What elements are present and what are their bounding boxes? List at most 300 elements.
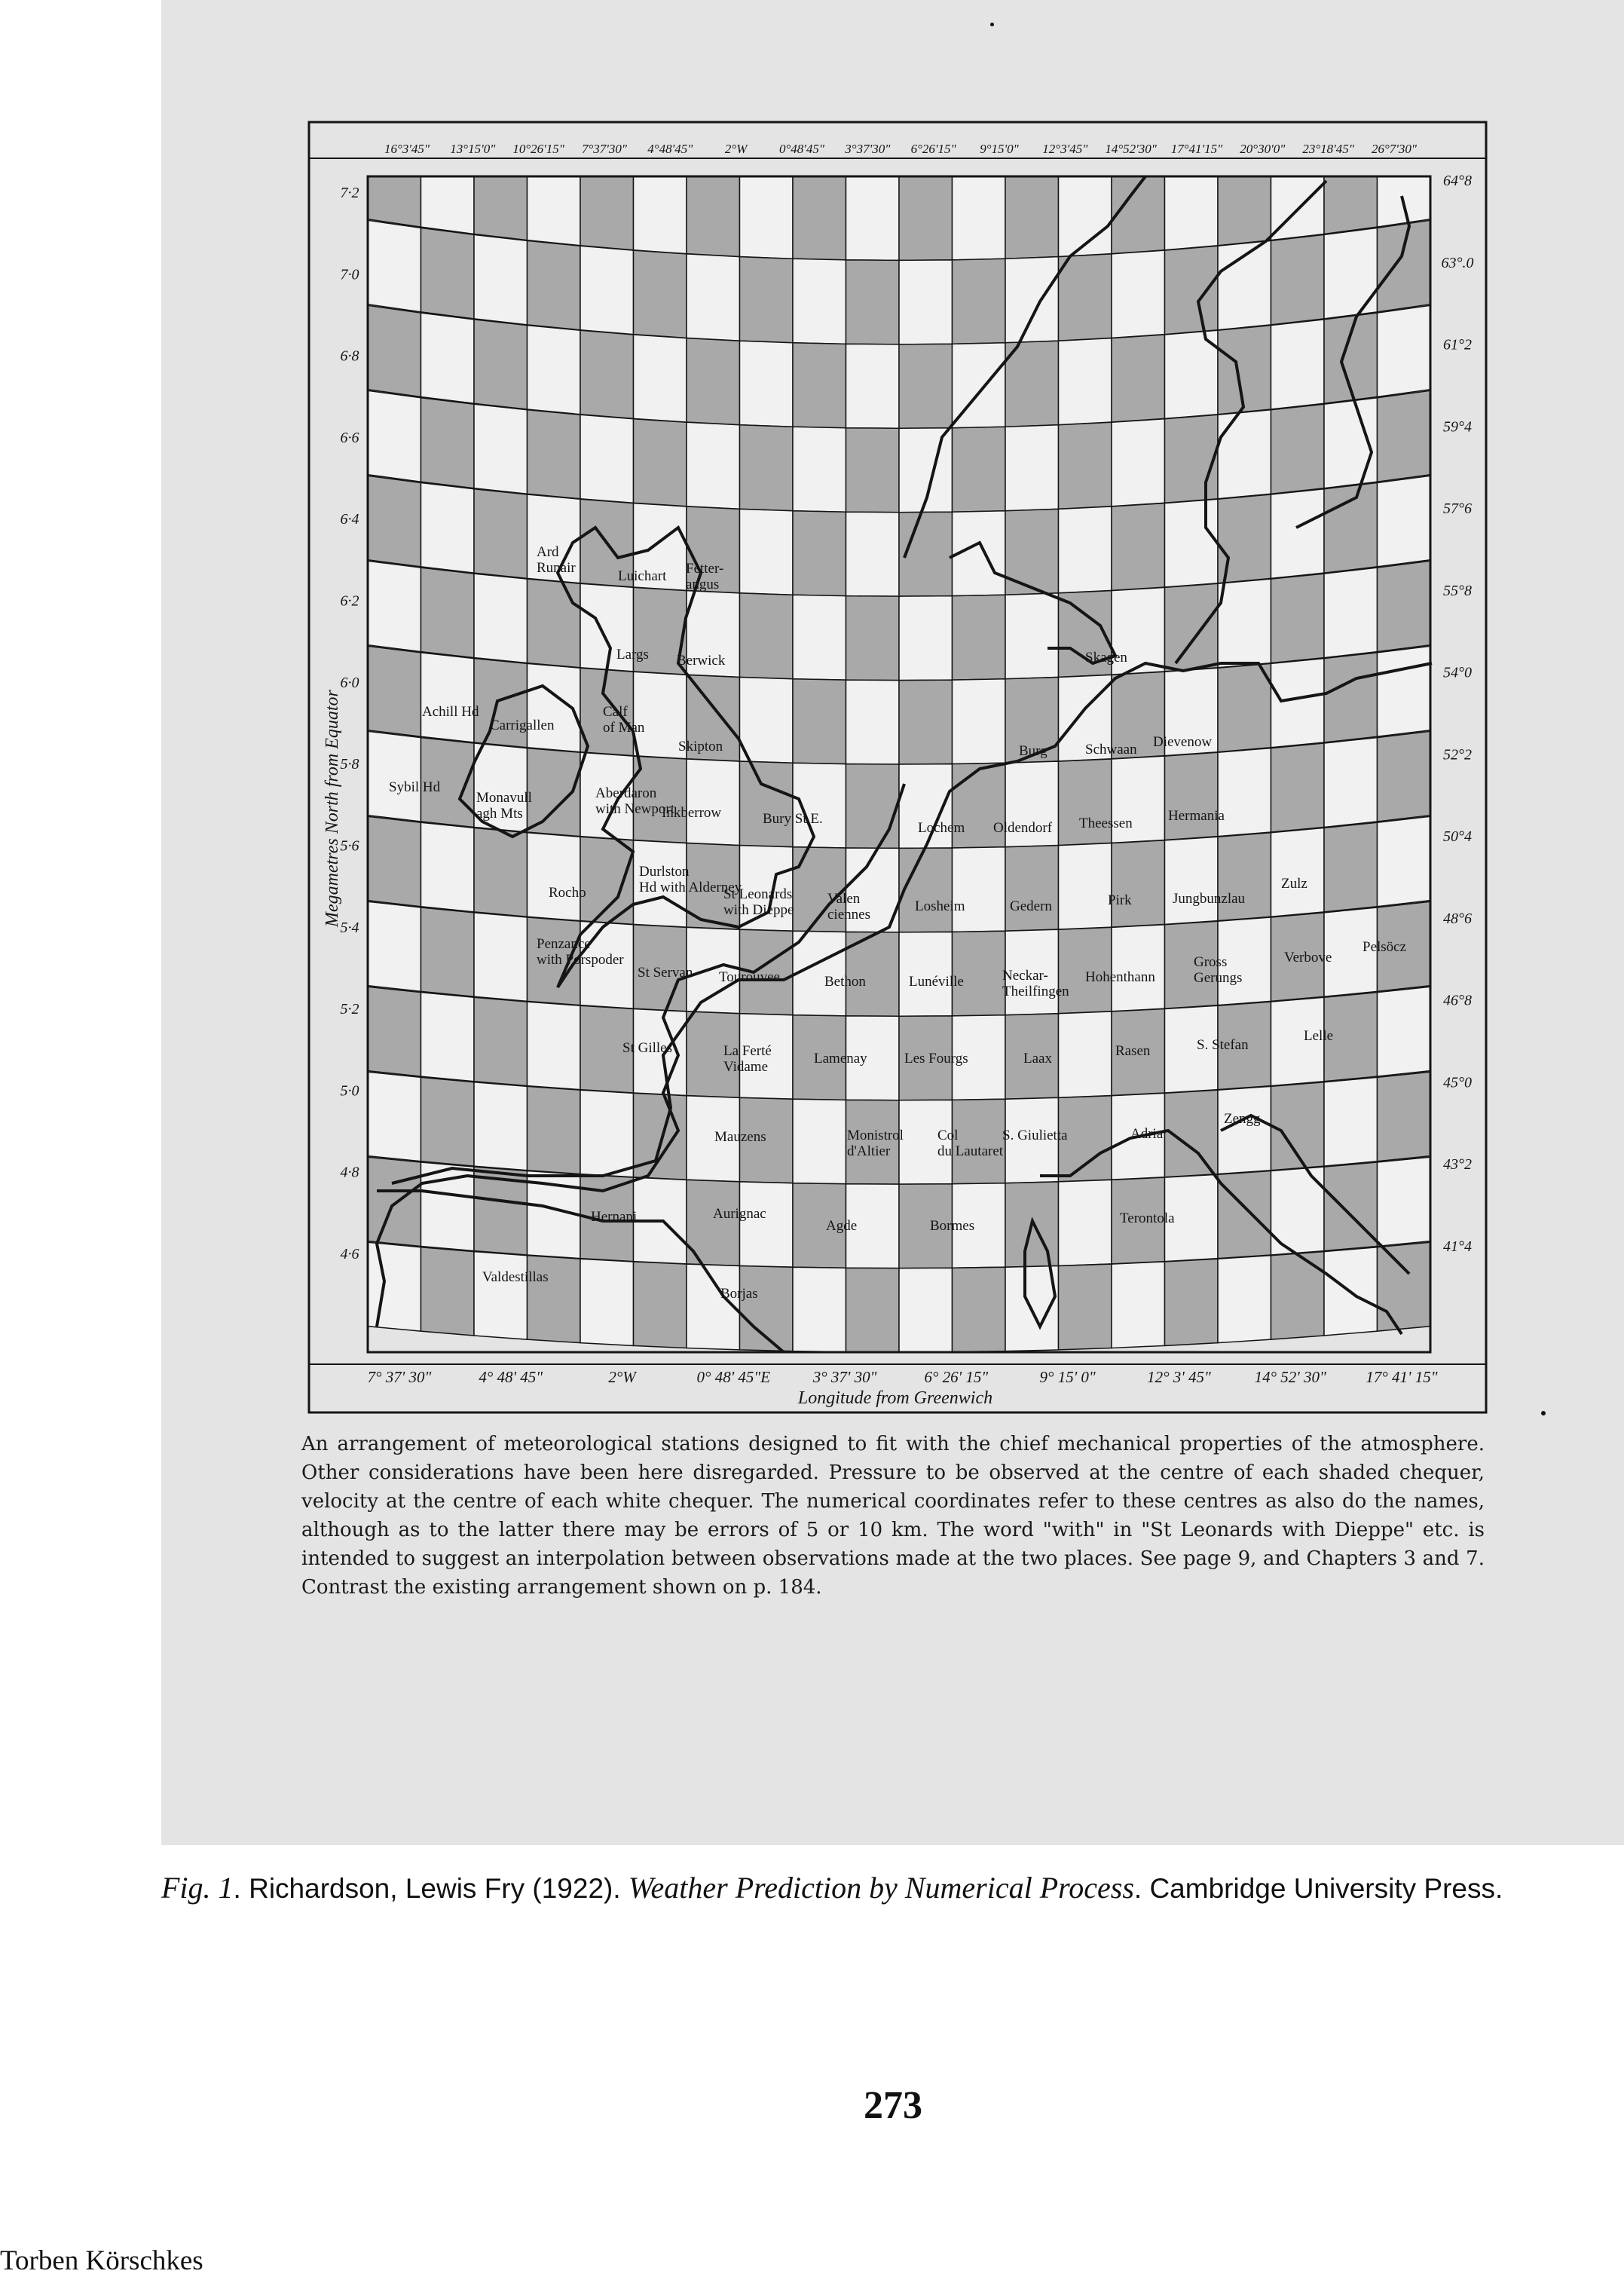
chequer-cell	[474, 404, 528, 494]
station-label: S. Giulietta	[1002, 1128, 1068, 1143]
chequer-cell	[1378, 1242, 1431, 1331]
left-megametre-tick: 5·6	[340, 837, 359, 855]
chequer-cell	[1324, 653, 1378, 742]
station-label: Aberdaron	[595, 785, 657, 801]
bottom-longitude-tick: 3° 37' 30"	[812, 1368, 877, 1386]
chequer-cell	[368, 987, 421, 1076]
station-label: Jungbunzlau	[1173, 891, 1246, 907]
chequer-cell	[1271, 489, 1325, 579]
chequer-cell	[740, 176, 794, 259]
station-label-sub: agh Mts	[476, 806, 523, 822]
bottom-longitude-tick: 7° 37' 30"	[367, 1368, 432, 1386]
station-label: Losheim	[915, 898, 965, 914]
chequer-cell	[740, 677, 794, 763]
bottom-longitude-tick: 4° 48' 45"	[479, 1368, 543, 1386]
left-megametre-ticks	[341, 185, 359, 1262]
station-label: Theessen	[1079, 816, 1133, 831]
chequer-cell	[368, 476, 421, 567]
chequer-cell	[1378, 731, 1431, 822]
station-label: Dievenow	[1153, 734, 1213, 750]
right-latitude-tick: 57°6	[1443, 500, 1472, 518]
bottom-longitude-ticks	[368, 1368, 1438, 1386]
chequer-cell	[687, 254, 740, 341]
chequer-cell	[953, 259, 1006, 344]
chequer-cell	[899, 176, 953, 260]
chequer-cell	[687, 422, 740, 509]
chequer-cell	[793, 511, 846, 596]
chequer-cell	[1271, 404, 1325, 494]
chequer-cell	[580, 415, 634, 503]
station-label: Berwick	[677, 653, 726, 669]
chequer-cell	[474, 828, 528, 917]
station-label: Tourouvee	[719, 969, 780, 985]
chequer-cell	[1378, 390, 1431, 482]
chequer-cell	[580, 330, 634, 418]
station-label: Zengg	[1224, 1111, 1261, 1127]
figure-caption: An arrangement of meteorological stations designed to fit with the chief mechanical properties of the atmosphere. Other considerations have been here disregarded. Pressure to be observed at the centre of each shaded chequer, velocity at the centre of each white chequer. The numerical coordinates refer to these centres as also do the names, although as to the latter there may be errors of 5 or 10 km. The word "with" in "St Leonards with Dieppe" etc. is intended to suggest an interpolation between observations made at the two places. See page 9, and Chapters 3 and 7. Contrast the existing arrangement shown on p. 184.	[301, 1433, 1485, 1599]
chequer-cell	[687, 1264, 740, 1350]
chequer-cell	[528, 1086, 581, 1174]
station-label: Bormes	[930, 1218, 975, 1234]
chequer-cell	[1218, 579, 1271, 668]
chequer-cell	[634, 250, 687, 338]
station-label: Pirk	[1108, 892, 1132, 908]
station-label: Laax	[1023, 1051, 1052, 1067]
chequer-cell	[740, 257, 794, 343]
figure-credit	[161, 1871, 1593, 1906]
top-longitude-ticks	[384, 142, 1418, 156]
chequer-cell	[528, 176, 581, 246]
top-longitude-tick: 13°15'0"	[450, 142, 496, 156]
station-label: Durlston	[639, 864, 690, 880]
station-label: Skagen	[1085, 650, 1127, 666]
station-label: Pelsöcz	[1363, 939, 1407, 955]
chequer-cell	[1218, 410, 1271, 499]
chequer-cell	[953, 1267, 1006, 1351]
chequer-cell	[1218, 663, 1271, 751]
station-label: Col	[937, 1128, 959, 1143]
chequer-cell	[421, 993, 475, 1082]
right-latitude-tick: 52°2	[1443, 746, 1472, 764]
chequer-cell	[421, 228, 475, 318]
top-longitude-tick: 9°15'0"	[980, 142, 1019, 156]
chequer-cell	[368, 305, 421, 396]
station-label-sub: angus	[686, 577, 720, 592]
top-longitude-tick: 0°48'45"	[778, 142, 825, 156]
chequer-cell	[368, 646, 421, 736]
left-axis-label: Megametres North from Equator	[323, 690, 342, 927]
station-label: Lunéville	[909, 974, 964, 990]
chequer-cell	[1059, 422, 1112, 509]
chequer-cell	[368, 390, 421, 482]
station-label-sub: Runair	[537, 560, 576, 576]
top-longitude-tick: 12°3'45"	[1042, 142, 1088, 156]
chequer-cell	[1112, 1262, 1165, 1348]
right-latitude-tick: 43°2	[1443, 1156, 1472, 1174]
station-label: Zulz	[1281, 876, 1307, 892]
station-label: Mauzens	[714, 1129, 766, 1145]
station-label: Agde	[826, 1218, 858, 1234]
left-megametre-tick: 6·6	[340, 429, 359, 446]
station-label: Lamenay	[814, 1051, 867, 1067]
left-megametre-tick: 5·2	[340, 1001, 359, 1018]
chequer-cell	[1324, 1162, 1378, 1251]
chequer-cell	[580, 1090, 634, 1177]
right-latitude-tick: 61°2	[1443, 336, 1472, 353]
chequer-cell	[953, 176, 1006, 260]
left-megametre-tick: 5·4	[340, 919, 359, 936]
station-label: Hernani	[591, 1209, 638, 1225]
chequer-cell	[1324, 568, 1378, 657]
chequer-cell	[899, 1268, 953, 1352]
station-label: Adria	[1130, 1126, 1164, 1142]
chequer-cell	[1378, 1157, 1431, 1246]
chequer-cell	[1324, 738, 1378, 828]
chequer-cell	[1271, 743, 1325, 832]
chequer-cell	[1378, 220, 1431, 312]
chequer-cell	[528, 1002, 581, 1090]
running-author: Torben Körschkes	[0, 2245, 203, 2276]
chequer-cell	[1059, 1180, 1112, 1265]
chequer-cell	[1059, 1264, 1112, 1350]
station-label: Skipton	[678, 739, 723, 754]
chequer-cell	[740, 425, 794, 511]
chequer-cell	[953, 595, 1006, 680]
right-latitude-tick: 45°0	[1443, 1074, 1472, 1091]
station-label: Calf	[603, 704, 628, 720]
station-label: Burg	[1019, 743, 1047, 759]
station-label: Monistrol	[847, 1128, 904, 1143]
chequer-cell	[474, 913, 528, 1002]
station-label: Valen	[827, 891, 861, 907]
chequer-cell	[1271, 234, 1325, 324]
station-label: Achill Hd	[422, 704, 479, 720]
chequer-cell	[953, 847, 1006, 932]
chequer-cell	[421, 313, 475, 403]
credit-title: Weather Prediction by Numerical Process	[628, 1871, 1134, 1905]
right-latitude-tick: 50°4	[1443, 828, 1472, 846]
station-label: Luichart	[618, 568, 667, 584]
chequer-cell	[1112, 503, 1165, 591]
chequer-cell	[1324, 822, 1378, 912]
right-latitude-tick: 54°0	[1443, 664, 1472, 681]
chequer-cell	[846, 176, 900, 260]
chequer-cell	[421, 568, 475, 657]
right-latitude-tick: 41°4	[1443, 1238, 1472, 1255]
chequer-cell	[528, 833, 581, 921]
station-label: Terontola	[1120, 1210, 1175, 1226]
chequer-cell	[1005, 846, 1059, 932]
chequer-cell	[421, 1077, 475, 1166]
chequer-cell	[421, 653, 475, 742]
chequer-cell	[368, 220, 421, 312]
chequer-cell	[1005, 176, 1059, 259]
station-label: Les Fourgs	[904, 1051, 968, 1067]
chequer-cell	[846, 260, 900, 344]
station-label: Sybil Hd	[389, 779, 441, 795]
chequer-cell	[368, 816, 421, 906]
chequer-cell	[899, 344, 953, 428]
station-label: Gedern	[1010, 898, 1052, 914]
chequer-cell	[528, 240, 581, 329]
chequer-cell	[368, 561, 421, 651]
station-label-sub: Theilfingen	[1002, 984, 1069, 999]
chequer-cell	[1165, 837, 1219, 924]
chequer-cell	[899, 848, 953, 932]
station-label-sub: of Man	[603, 720, 645, 736]
station-label: Neckar-	[1002, 968, 1048, 984]
chequer-cell	[580, 1259, 634, 1345]
chequer-cell	[1271, 828, 1325, 917]
chequer-cell	[368, 176, 421, 227]
top-longitude-tick: 23°18'45"	[1302, 142, 1354, 156]
page-number: 273	[864, 2084, 922, 2127]
left-megametre-tick: 5·8	[340, 756, 359, 773]
station-label: Hermania	[1168, 808, 1225, 824]
chequer-cell	[1005, 593, 1059, 679]
chequer-cell	[1165, 1259, 1219, 1345]
station-label-sub: du Lautaret	[937, 1143, 1004, 1159]
station-label-sub: with Dieppe	[723, 902, 794, 918]
station-label-sub: Hd with Alderney	[639, 880, 742, 895]
bottom-longitude-tick: 0° 48' 45"E	[696, 1368, 771, 1386]
top-longitude-tick: 16°3'45"	[384, 142, 430, 156]
chequer-cell	[793, 1267, 846, 1351]
chequer-cell	[1271, 574, 1325, 663]
station-label-sub: ciennes	[827, 907, 870, 923]
chequer-cell	[1165, 499, 1219, 587]
station-label: Oldendorf	[993, 820, 1053, 836]
chequer-cell	[793, 1099, 846, 1184]
chequer-cell	[740, 341, 794, 427]
chequer-cell	[634, 176, 687, 254]
station-label: Aurignac	[713, 1206, 766, 1222]
station-label: Ard	[537, 544, 559, 560]
left-megametre-tick: 5·0	[340, 1082, 359, 1100]
left-megametre-tick: 4·8	[340, 1164, 359, 1181]
left-megametre-tick: 7·0	[340, 266, 359, 283]
station-label: Carrigallen	[490, 718, 555, 733]
chequer-cell	[1165, 583, 1219, 672]
chequer-cell	[687, 338, 740, 425]
top-longitude-tick: 17°41'15"	[1170, 142, 1223, 156]
station-label: Schwaan	[1085, 742, 1137, 757]
station-label: La Ferté	[723, 1043, 772, 1059]
chequer-cell	[1005, 509, 1059, 595]
chequer-cell	[793, 176, 846, 260]
chequer-cell	[1271, 1252, 1325, 1340]
chequer-cell	[1324, 482, 1378, 573]
chequer-cell	[580, 176, 634, 250]
right-latitude-tick: 59°4	[1443, 418, 1472, 436]
chequer-cell	[1059, 1011, 1112, 1097]
chequer-cell	[368, 901, 421, 991]
chequer-cell	[474, 176, 528, 240]
chequer-cell	[421, 907, 475, 996]
station-label: St Servan	[638, 965, 693, 981]
chequer-cell	[1218, 1171, 1271, 1259]
chequer-cell	[899, 680, 953, 764]
station-label: Borjas	[720, 1286, 758, 1302]
chequer-cell	[1165, 246, 1219, 334]
chequer-cell	[1218, 326, 1271, 415]
chequer-cell	[1324, 228, 1378, 318]
chequer-cell	[421, 822, 475, 912]
top-longitude-tick: 4°48'45"	[647, 142, 693, 156]
chequer-cell	[1059, 338, 1112, 425]
right-latitude-tick: 63°.0	[1441, 254, 1474, 271]
station-label: Inkberrow	[662, 805, 722, 821]
chequer-cell	[1059, 254, 1112, 341]
station-label: Hohenthann	[1085, 969, 1155, 985]
chequer-cell	[1112, 250, 1165, 338]
chequer-cell	[528, 410, 581, 499]
chequer-cell	[953, 679, 1006, 764]
station-label-sub: Vidame	[723, 1059, 769, 1075]
chequer-cell	[846, 764, 900, 849]
station-label: Gross	[1194, 954, 1228, 970]
station-label: Verbove	[1284, 950, 1332, 966]
chequer-cell	[1378, 1072, 1431, 1161]
chequer-cell	[1165, 176, 1219, 250]
chequer-cell	[793, 679, 846, 764]
station-label: Rasen	[1115, 1043, 1151, 1059]
chequer-cell	[846, 596, 900, 681]
chequer-cell	[1165, 415, 1219, 503]
chequer-cell	[421, 176, 475, 234]
chequer-cell	[687, 176, 740, 257]
chequer-cell	[580, 246, 634, 334]
chequer-cell	[421, 1247, 475, 1336]
chequer-cell	[368, 1072, 421, 1161]
station-label: S. Stefan	[1197, 1037, 1249, 1053]
station-label-sub: with Newport	[595, 801, 675, 817]
right-latitude-tick: 48°6	[1443, 910, 1472, 927]
chequer-cell	[634, 419, 687, 506]
chequer-cell	[634, 1262, 687, 1348]
chequer-cell	[1112, 840, 1165, 927]
chequer-cell	[1378, 305, 1431, 396]
chequer-cell	[846, 344, 900, 428]
chequer-cell	[528, 326, 581, 415]
chequer-cell	[1378, 816, 1431, 906]
station-label: Bethon	[824, 974, 866, 990]
scan-speck	[1541, 1411, 1546, 1415]
chequer-cell	[899, 260, 953, 344]
top-longitude-tick: 26°7'30"	[1371, 142, 1418, 156]
chequer-cell	[1271, 659, 1325, 748]
chequer-cell	[474, 489, 528, 579]
chequer-cell	[474, 234, 528, 324]
top-longitude-tick: 14°52'30"	[1105, 142, 1157, 156]
station-label: Lelle	[1304, 1028, 1334, 1044]
chequer-cell	[846, 512, 900, 596]
chequer-cell	[1112, 335, 1165, 422]
station-label: Lochem	[918, 820, 965, 836]
station-label: Valdestillas	[482, 1269, 549, 1285]
chequer-cell	[368, 1242, 421, 1331]
left-megametre-tick: 7·2	[340, 185, 359, 201]
chequer-cell	[528, 579, 581, 668]
bottom-longitude-tick: 14° 52' 30"	[1254, 1368, 1326, 1386]
scan-speck	[990, 23, 994, 26]
chequer-cell	[1218, 833, 1271, 921]
chequer-cell	[846, 428, 900, 513]
chequer-cell	[474, 320, 528, 409]
station-label: Rocho	[549, 885, 586, 901]
station-label: Penzance	[537, 936, 591, 952]
chequer-cell	[740, 593, 794, 679]
chequer-cell	[1378, 561, 1431, 651]
chequer-cell	[1218, 1256, 1271, 1343]
bottom-longitude-tick: 12° 3' 45"	[1147, 1368, 1211, 1386]
chequer-cell	[1378, 646, 1431, 736]
chequer-cell	[1059, 843, 1112, 929]
station-label-sub: with Porspoder	[537, 952, 624, 968]
chequer-cell	[953, 427, 1006, 512]
station-label: Fetter-	[686, 561, 724, 577]
left-megametre-tick: 6·4	[340, 511, 359, 528]
bottom-longitude-tick: 6° 26' 15"	[924, 1368, 989, 1386]
chequer-cell	[793, 427, 846, 512]
chequer-cell	[793, 343, 846, 428]
chequer-cell	[1059, 506, 1112, 593]
top-longitude-tick: 10°26'15"	[512, 142, 564, 156]
chequer-cell	[899, 596, 953, 681]
chequer-cell	[846, 1268, 900, 1352]
chequer-cell	[1218, 1086, 1271, 1174]
right-latitude-tick: 64°8	[1443, 173, 1472, 189]
station-label-sub: d'Altier	[847, 1143, 891, 1159]
chequer-cell	[634, 1093, 687, 1180]
station-label: St Leonards	[723, 886, 793, 902]
chequer-cell	[740, 1182, 794, 1267]
chequer-cell	[1165, 752, 1219, 840]
chequer-cell	[634, 335, 687, 422]
station-label: Largs	[616, 647, 649, 663]
top-longitude-tick: 2°W	[724, 142, 748, 156]
chequer-cell	[1378, 987, 1431, 1076]
chequer-cell	[846, 680, 900, 764]
top-longitude-tick: 3°37'30"	[845, 142, 891, 156]
chequer-cell	[1112, 419, 1165, 506]
right-latitude-ticks	[1442, 173, 1474, 1255]
top-longitude-tick: 20°30'0"	[1240, 142, 1286, 156]
chequer-cell	[1324, 176, 1378, 234]
chequer-cell	[1005, 425, 1059, 511]
bottom-longitude-tick: 9° 15' 0"	[1039, 1368, 1096, 1386]
credit-publisher: . Cambridge University Press.	[1133, 1873, 1503, 1904]
chequer-cell	[793, 595, 846, 680]
chequer-cell	[368, 1157, 421, 1246]
right-latitude-tick: 55°8	[1443, 582, 1472, 599]
station-label: Bury St E.	[763, 811, 823, 827]
bottom-axis-label: Longitude from Greenwich	[797, 1388, 993, 1408]
chequer-cell	[1218, 176, 1271, 246]
chequer-cell	[474, 1252, 528, 1340]
chequer-cell	[1271, 320, 1325, 409]
station-label: St Gilles	[622, 1040, 672, 1056]
left-megametre-tick: 6·2	[340, 592, 359, 610]
left-megametre-tick: 4·6	[340, 1246, 359, 1262]
credit-author-year: . Richardson, Lewis Fry (1922).	[233, 1873, 628, 1904]
bottom-longitude-tick: 17° 41' 15"	[1366, 1368, 1438, 1386]
chequer-cell	[1005, 257, 1059, 343]
right-latitude-tick: 46°8	[1443, 992, 1472, 1009]
chequer-cell	[740, 761, 794, 847]
bottom-longitude-tick: 2°W	[608, 1368, 636, 1386]
fig-label: Fig. 1	[161, 1871, 234, 1905]
